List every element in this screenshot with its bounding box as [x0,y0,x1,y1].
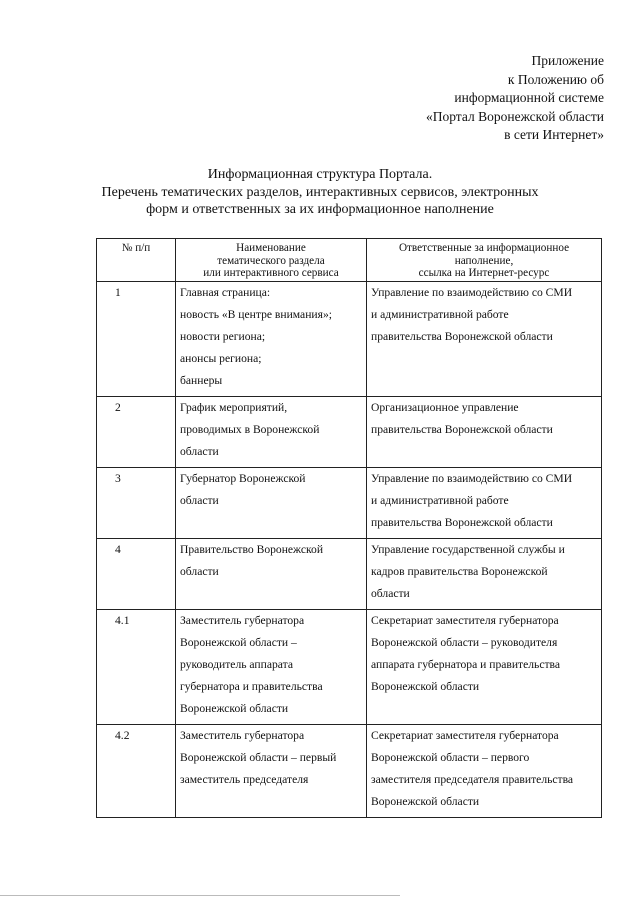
header-number: № п/п [97,239,176,282]
responsible-line: Воронежской области – руководителя [371,635,558,649]
responsible-line: Организационное управление [371,400,519,414]
table-row [97,396,602,467]
appendix-line: в сети Интернет» [504,127,604,142]
section-name-line: заместитель председателя [180,772,309,786]
section-name-line: Заместитель губернатора [180,613,305,627]
responsible-line: правительства Воронежской области [371,422,553,436]
section-name-cell [176,609,367,724]
responsible-line: Управление государственной службы и [371,542,565,556]
section-name-line: График мероприятий, [180,400,288,414]
section-name-line: Главная страница: [180,285,271,299]
responsible-line: Секретариат заместителя губернатора [371,728,559,742]
row-number: 2 [97,396,176,467]
section-name-cell [176,724,367,817]
responsible-cell [367,396,602,467]
section-name-line: области [180,493,219,507]
section-name-cell [176,467,367,538]
section-name-cell [176,538,367,609]
table-row [97,609,602,724]
responsible-cell [367,467,602,538]
responsible-line: правительства Воронежской области [371,329,553,343]
responsible-cell [367,538,602,609]
responsible-line: Секретариат заместителя губернатора [371,613,559,627]
page-bottom-rule [0,895,400,896]
document-title [0,166,640,219]
title-line: Перечень тематических разделов, интерактивных сервисов, электронных [101,184,539,200]
appendix-line: Приложение [531,53,604,68]
section-name-line: Заместитель губернатора [180,728,305,742]
responsible-cell [367,281,602,396]
section-name-line: баннеры [180,373,223,387]
section-name-cell [176,396,367,467]
portal-structure-table [96,238,602,818]
section-name-line: Воронежской области – первый [180,750,337,764]
responsible-line: Управление по взаимодействию со СМИ [371,285,573,299]
section-name-line: Воронежской области – [180,635,297,649]
responsible-line: Воронежской области [371,794,480,808]
section-name-line: анонсы региона; [180,351,262,365]
row-number: 3 [97,467,176,538]
table-row [97,724,602,817]
appendix-line: информационной системе [454,90,604,105]
section-name-line: Воронежской области [180,701,289,715]
appendix-line: к Положению об [507,71,604,87]
responsible-line: Управление по взаимодействию со СМИ [371,471,573,485]
appendix-line: «Портал Воронежской области [425,108,604,124]
responsible-line: кадров правительства Воронежской [371,564,548,578]
section-name-line: новость «В центре внимания»; [180,307,332,321]
responsible-line: заместителя председателя правительства [371,772,574,786]
responsible-line: аппарата губернатора и правительства [371,657,561,671]
table-row [97,538,602,609]
table-row [97,467,602,538]
table-row [97,281,602,396]
responsible-line: области [371,586,410,600]
section-name-cell [176,281,367,396]
title-line: форм и ответственных за их информационное наполнение [146,202,494,217]
responsible-cell [367,724,602,817]
section-name-line: руководитель аппарата [180,657,293,671]
header-responsible: Ответственные за информационное наполнение, ссылка на Интернет-ресурс [367,239,602,282]
appendix-note [426,52,604,145]
responsible-line: и административной работе [371,493,509,507]
row-number: 1 [97,281,176,396]
section-name-line: проводимых в Воронежской [180,422,320,436]
responsible-line: и административной работе [371,307,509,321]
responsible-cell [367,609,602,724]
section-name-line: новости региона; [180,329,266,343]
row-number: 4 [97,538,176,609]
section-name-line: губернатора и правительства [180,679,323,693]
responsible-line: правительства Воронежской области [371,515,553,529]
row-number: 4.1 [97,609,176,724]
section-name-line: Губернатор Воронежской [180,471,306,485]
responsible-line: Воронежской области – первого [371,750,530,764]
header-section-name: Наименование тематического раздела или интерактивного сервиса [176,239,367,282]
section-name-line: области [180,564,219,578]
responsible-line: Воронежской области [371,679,480,693]
title-line: Информационная структура Портала. [207,167,433,182]
section-name-line: области [180,444,219,458]
table-header-row [97,239,602,282]
section-name-line: Правительство Воронежской [180,542,324,556]
row-number: 4.2 [97,724,176,817]
